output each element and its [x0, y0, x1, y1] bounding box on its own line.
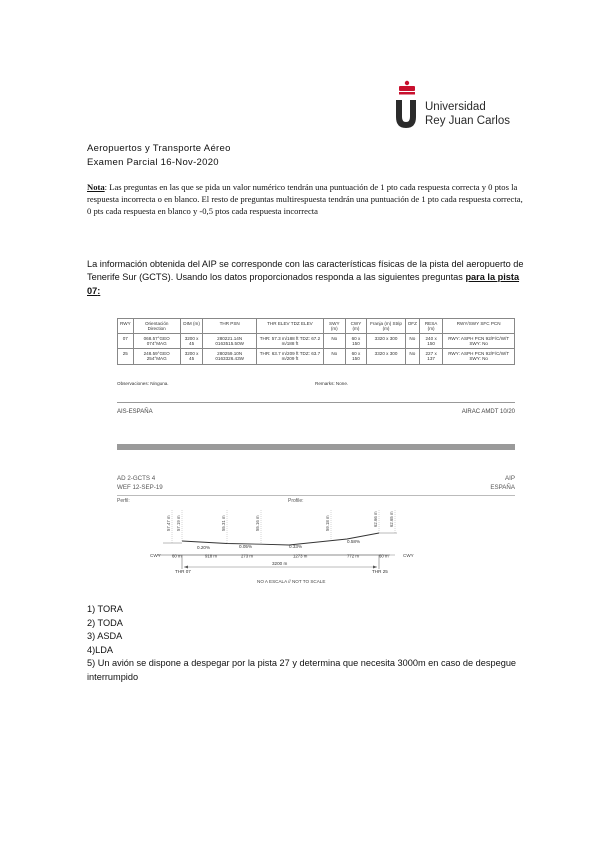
- course-title: Aeropuertos y Transporte Aéreo: [87, 143, 231, 154]
- table-header: RESA (m): [419, 319, 442, 334]
- runway-profile-diagram: [117, 505, 515, 595]
- table-cell: 3200 x 45: [180, 334, 203, 349]
- segment-label: 273 m: [241, 553, 253, 559]
- question-list: [87, 603, 527, 684]
- table-header: Franja (m) Strip (m): [367, 319, 405, 334]
- intro-paragraph: [87, 258, 527, 298]
- aip-label: AIP: [505, 475, 515, 482]
- slope-label: 0.20%: [197, 545, 211, 550]
- wef-date: WEF 12-SEP-19: [117, 484, 163, 491]
- table-cell: THR: 63.7 m/209 ft TDZ: 63.7 m/209 ft: [256, 349, 323, 364]
- segment-label: 918 m: [205, 553, 217, 559]
- table-cell: No: [405, 349, 419, 364]
- table-observations: [117, 381, 515, 386]
- table-cell: No: [324, 349, 346, 364]
- table-header: OFZ: [405, 319, 419, 334]
- elevation-label: 57.47 m: [166, 515, 171, 531]
- slope-label: 0.05%: [239, 544, 253, 549]
- table-header: DIM (m): [180, 319, 203, 334]
- table-cell: 3200 x 45: [180, 349, 203, 364]
- note-text: : Las preguntas en las que se pida un valor numérico tendrán una puntuación de 1 pto cada respuesta correcta y 0 ptos la respuesta incorrecta o en blanco. El resto de preguntas multirespuesta tendrán una puntuación de 1 pto cada respuesta correcta, 0 pts cada respuesta en blanco y -0,5 ptos cada respuesta incorrecta: [87, 182, 523, 217]
- table-cell: RWY: ASPH PCN 92/F/C/W/T SWY: No: [443, 334, 515, 349]
- segment-label: 60 m: [172, 553, 182, 559]
- table-header: Orientación Direction: [133, 319, 180, 334]
- table-cell: 3320 x 300: [367, 349, 405, 364]
- exam-header: [87, 142, 231, 170]
- table-cell: 280221.14N 0163515.50W: [203, 334, 256, 349]
- table-cell: 25: [118, 349, 134, 364]
- logo-line2: Rey Juan Carlos: [425, 115, 511, 127]
- crown-icon: [396, 80, 418, 96]
- table-cell: 3320 x 300: [367, 334, 405, 349]
- profile-label: Profile:: [288, 498, 304, 504]
- table-cell: 280259.10N 0163326.43W: [203, 349, 256, 364]
- table-cell: 068.57°GEO 074°MAG: [133, 334, 180, 349]
- elevation-label: 62.66 m: [373, 511, 378, 527]
- segment-label: 60 m: [379, 553, 389, 559]
- footer-right: AIRAC AMDT 10/20: [461, 409, 515, 415]
- question-item: 4)LDA: [87, 644, 114, 655]
- table-cell: 240 x 150: [419, 334, 442, 349]
- table-cell: No: [324, 334, 346, 349]
- footer-left: AIS-ESPAÑA: [117, 409, 153, 415]
- slope-label: 0.58%: [347, 539, 361, 544]
- cwy-right-label: CWY: [403, 553, 414, 558]
- table-cell: THR: 57.3 m/188 ft TDZ: 67.2 m/188 ft: [256, 334, 323, 349]
- remarks-text: Remarks: None.: [315, 381, 349, 386]
- divider: [117, 495, 515, 496]
- threshold-07-label: THR 07: [175, 569, 191, 574]
- elevation-label: 55.16 m: [255, 515, 260, 531]
- table-cell: 248.59°GEO 254°MAG: [133, 349, 180, 364]
- exam-date: Examen Parcial 16-Nov-2020: [87, 157, 219, 168]
- question-item: 1) TORA: [87, 604, 123, 614]
- table-cell: 07: [118, 334, 134, 349]
- logo-line1: Universidad: [425, 101, 486, 113]
- question-item: 3) ASDA: [87, 631, 123, 641]
- elevation-label: 62.65 m: [389, 511, 394, 527]
- note-label: Nota: [87, 182, 105, 192]
- scale-note: NO A ESCALA // NOT TO SCALE: [257, 579, 326, 584]
- country-label: ESPAÑA: [490, 484, 515, 491]
- ad-header-left: [117, 474, 163, 492]
- threshold-25-label: THR 25: [372, 569, 388, 574]
- table-header: RWY: [118, 319, 134, 334]
- table-cell: 60 x 150: [345, 349, 367, 364]
- table-cell: 60 x 150: [345, 334, 367, 349]
- table-row: [118, 334, 515, 349]
- table-cell: RWY: ASPH PCN 92/F/C/W/T SWY: No: [443, 349, 515, 364]
- page-separator-bar: [117, 444, 515, 450]
- table-header: SWY (m): [324, 319, 346, 334]
- slope-label: 0.33%: [289, 544, 303, 549]
- segment-label: 1273 m: [293, 553, 308, 559]
- table-header: CWY (m): [345, 319, 367, 334]
- table-header: RWY/SWY SFC PCN: [443, 319, 515, 334]
- table-cell: No: [405, 334, 419, 349]
- cwy-left-label: CWY: [150, 553, 161, 558]
- question-item: 2) TODA: [87, 617, 123, 628]
- elevation-label: 57.19 m: [176, 515, 181, 531]
- university-logo-icon: [393, 100, 419, 128]
- table-header: THR PSN: [203, 319, 256, 334]
- question-item: 5) Un avión se dispone a despegar por la pista 27 y determina que necesita 3000m en caso de despegue interrumpido: [87, 658, 517, 682]
- observaciones-text: Observaciones: Ninguna.: [117, 381, 169, 386]
- table-row: [118, 349, 515, 364]
- ad-header-right: [440, 474, 515, 492]
- segment-label: 772 m: [347, 553, 359, 559]
- divider: [117, 402, 515, 403]
- elevation-label: 55.31 m: [221, 515, 226, 531]
- total-length-label: 3200 m: [272, 561, 288, 566]
- table-header: THR ELEV TDZ ELEV: [256, 319, 323, 334]
- table-cell: 227 x 137: [419, 349, 442, 364]
- intro-end: :: [97, 285, 101, 296]
- elevation-label: 59.18 m: [325, 515, 330, 531]
- ad-code: AD 2-GCTS 4: [117, 475, 156, 482]
- table-header-row: [118, 319, 515, 334]
- intro-text: La información obtenida del AIP se corresponde con las características físicas de la pista del aeropuerto de Tenerife Sur (GCTS). Usando los datos proporcionados responda a las siguientes preguntas: [87, 259, 524, 283]
- perfil-label: Perfil:: [117, 498, 130, 504]
- grading-note: [87, 181, 525, 218]
- university-name: [425, 100, 510, 128]
- runway-characteristics-table: [117, 318, 515, 365]
- intro-runway: para la pista 07: [87, 272, 520, 296]
